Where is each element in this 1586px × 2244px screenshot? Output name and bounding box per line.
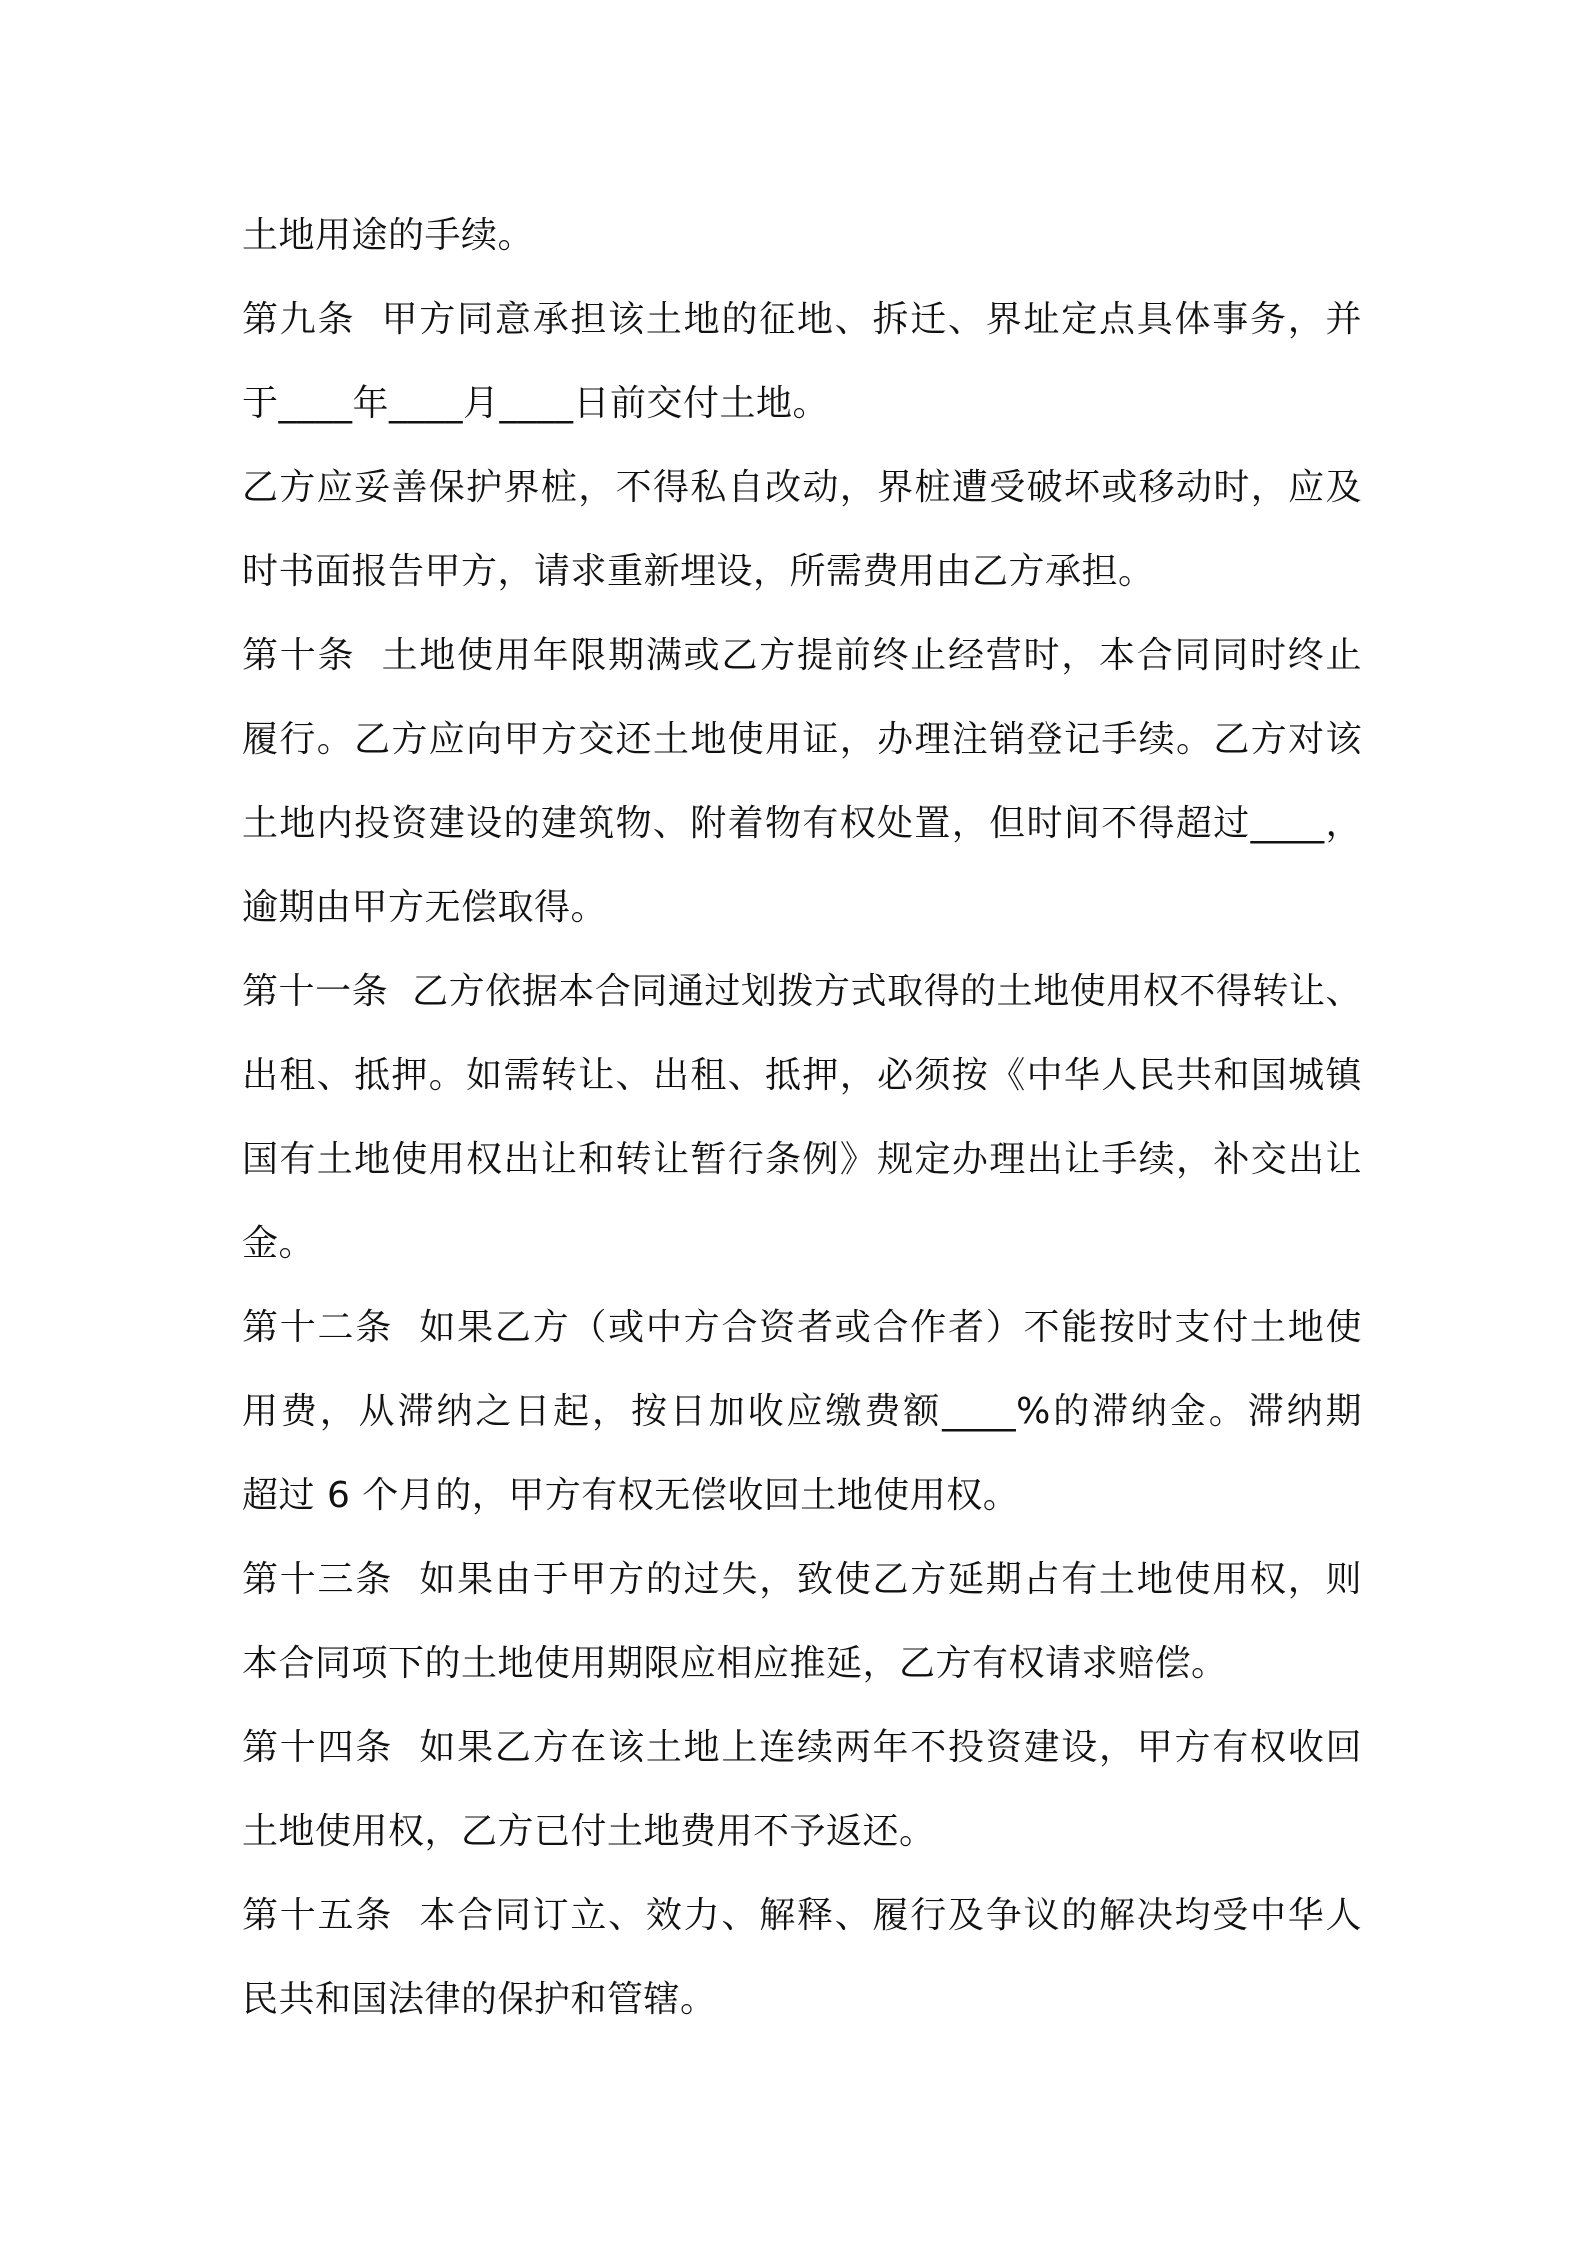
text-line: 时书面报告甲方，请求重新埋设，所需费用由乙方承担。: [242, 551, 1155, 592]
text-line: 乙方应妥善保护界桩，不得私自改动，界桩遭受破坏或移动时，应及: [242, 467, 1362, 508]
text-line: 履行。乙方应向甲方交还土地使用证，办理注销登记手续。乙方对该: [242, 719, 1362, 760]
document-body: [242, 194, 1362, 2042]
text-line: 本合同项下的土地使用期限应相应推延，乙方有权请求赔偿。: [242, 1643, 1228, 1684]
article-9-heading-line: 第九条 甲方同意承担该土地的征地、拆迁、界址定点具体事务，并: [242, 299, 1362, 340]
article-10-heading-line: 第十条 土地使用年限期满或乙方提前终止经营时，本合同同时终止: [242, 635, 1362, 676]
text-line: 于____年____月____日前交付土地。: [242, 383, 830, 424]
text-line: 国有土地使用权出让和转让暂行条例》规定办理出让手续，补交出让: [242, 1139, 1362, 1180]
text-line: 出租、抵押。如需转让、出租、抵押，必须按《中华人民共和国城镇: [242, 1055, 1362, 1096]
text-line: 土地使用权，乙方已付土地费用不予返还。: [242, 1811, 936, 1852]
text-line: 用费，从滞纳之日起，按日加收应缴费额____%的滞纳金。滞纳期: [242, 1391, 1362, 1432]
text-line: 土地用途的手续。: [242, 215, 535, 256]
text-line: 金。: [242, 1223, 316, 1264]
article-15-heading-line: 第十五条 本合同订立、效力、解释、履行及争议的解决均受中华人: [242, 1895, 1362, 1936]
text-line: 超过 6 个月的，甲方有权无偿收回土地使用权。: [242, 1475, 1020, 1516]
article-11-heading-line: 第十一条 乙方依据本合同通过划拨方式取得的土地使用权不得转让、: [242, 971, 1362, 1012]
article-12-heading-line: 第十二条 如果乙方（或中方合资者或合作者）不能按时支付土地使: [242, 1307, 1362, 1348]
text-line: 土地内投资建设的建筑物、附着物有权处置，但时间不得超过____，: [242, 803, 1362, 844]
text-line: 逾期由甲方无偿取得。: [242, 887, 608, 928]
article-13-heading-line: 第十三条 如果由于甲方的过失，致使乙方延期占有土地使用权，则: [242, 1559, 1362, 1600]
text-line: 民共和国法律的保护和管辖。: [242, 1979, 717, 2020]
article-14-heading-line: 第十四条 如果乙方在该土地上连续两年不投资建设，甲方有权收回: [242, 1727, 1362, 1768]
